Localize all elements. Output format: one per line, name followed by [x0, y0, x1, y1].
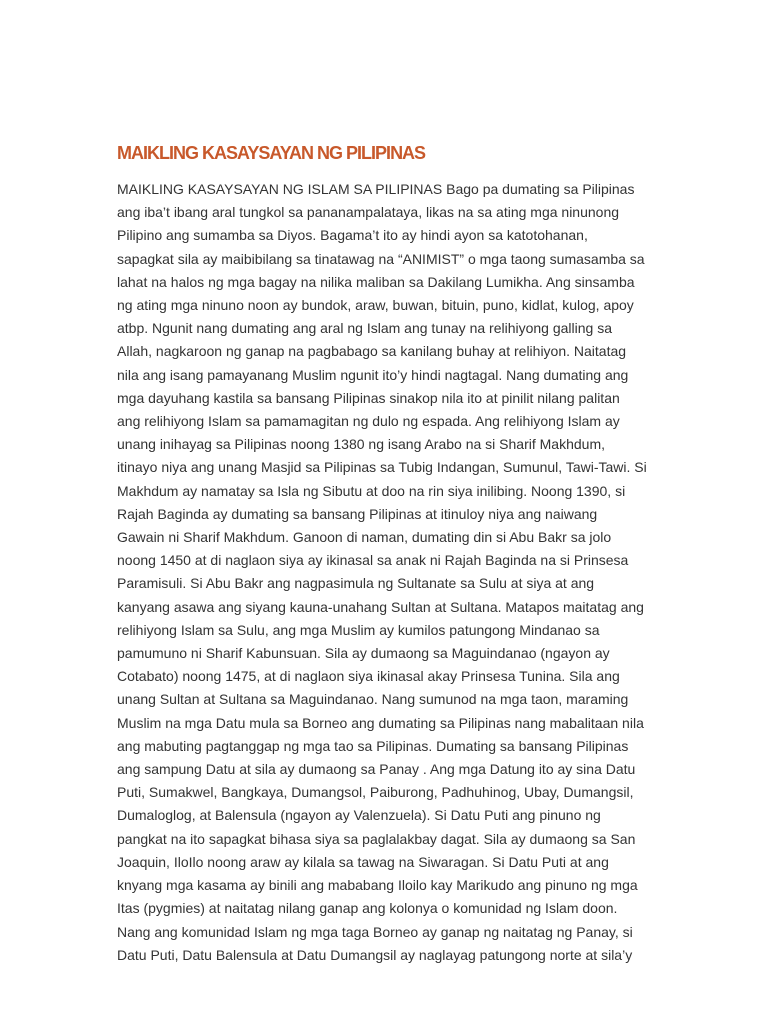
body-line: kanyang asawa ang siyang kauna-unahang Sultan at Sultana. Matapos maitatag ang — [117, 598, 644, 615]
body-line: lahat na halos ng mga bagay na nilika maliban sa Dakilang Lumikha. Ang sinsamba — [117, 273, 635, 290]
body-line: Itas (pygmies) at naitatag nilang ganap ang kolonya o komunidad ng Islam doon. — [117, 900, 618, 917]
body-line: Rajah Baginda ay dumating sa bansang Pilipinas at itinuloy niya ang naiwang — [117, 505, 598, 522]
body-line: Pilipino ang sumamba sa Diyos. Bagama’t ito ay hindi ayon sa katotohanan, — [117, 227, 588, 244]
body-line: pangkat na ito sapagkat bihasa siya sa paglalakbay dagat. Sila ay dumaong sa San — [117, 830, 636, 847]
body-line: Gawain ni Sharif Makhdum. Ganoon di naman, dumating din si Abu Bakr sa jolo — [117, 529, 612, 546]
body-line: knyang mga kasama ay binili ang mababang Iloilo kay Marikudo ang pinuno ng mga — [117, 877, 638, 894]
body-line: Puti, Sumakwel, Bangkaya, Dumangsol, Paiburong, Padhuhinog, Ubay, Dumangsil, — [117, 784, 634, 801]
body-line: mga dayuhang kastila sa bansang Pilipinas sinakop nila ito at pinilit nilang palitan — [117, 389, 620, 406]
body-line: ang relihiyong Islam sa pamamagitan ng dulo ng espada. Ang relihiyong Islam ay — [117, 413, 620, 430]
body-line: Makhdum ay namatay sa Isla ng Sibutu at doo na rin siya inilibing. Noong 1390, si — [117, 482, 626, 499]
body-line: MAIKLING KASAYSAYAN NG ISLAM SA PILIPINAS Bago pa dumating sa Pilipinas — [117, 181, 635, 197]
body-line: Cotabato) noong 1475, at di naglaon siya ikinasal akay Prinsesa Tunina. Sila ang — [117, 668, 620, 685]
body-line: ang sampung Datu at sila ay dumaong sa Panay . Ang mga Datung ito ay sina Datu — [117, 761, 636, 778]
body-line: ng ating mga ninuno noon ay bundok, araw, buwan, bituin, puno, kidlat, kulog, apoy — [117, 297, 634, 314]
document-body — [117, 178, 657, 967]
body-line: pamumuno ni Sharif Kabunsuan. Sila ay dumaong sa Maguindanao (ngayon ay — [117, 645, 610, 662]
body-line: Nang ang komunidad Islam ng mga taga Borneo ay ganap ng naitatag ng Panay, si — [117, 923, 633, 940]
body-line: noong 1450 at di naglaon siya ay ikinasal sa anak ni Rajah Baginda na si Prinsesa — [117, 552, 629, 569]
body-line: itinayo niya ang unang Masjid sa Pilipinas sa Tubig Indangan, Sumunul, Tawi-Tawi. Si — [117, 459, 647, 476]
body-line: Joaquin, IloIlo noong araw ay kilala sa tawag na Siwaragan. Si Datu Puti at ang — [117, 853, 609, 870]
body-line: ang iba’t ibang aral tungkol sa pananampalataya, likas na sa ating mga ninunong — [117, 204, 620, 221]
body-line: Muslim na mga Datu mula sa Borneo ang dumating sa Pilipinas nang mabalitaan nila — [117, 714, 644, 731]
body-line: ang mabuting pagtanggap ng mga tao sa Pilipinas. Dumating sa bansang Pilipinas — [117, 737, 629, 754]
body-line: relihiyong Islam sa Sulu, ang mga Muslim ay kumilos patungong Mindanao sa — [117, 621, 600, 638]
body-line: Datu Puti, Datu Balensula at Datu Dumangsil ay naglayag patungong norte at sila’y — [117, 946, 633, 963]
document-title: MAIKLING KASAYSAYAN NG PILIPINAS — [117, 143, 426, 163]
body-line: Allah, nagkaroon ng ganap na pagbabago sa kanilang buhay at relihiyon. Naitatag — [117, 343, 627, 360]
body-line: Dumaloglog, at Balensula (ngayon ay Valenzuela). Si Datu Puti ang pinuno ng — [117, 807, 601, 824]
body-line: Paramisuli. Si Abu Bakr ang nagpasimula ng Sultanate sa Sulu at siya at ang — [117, 575, 595, 592]
body-line: nila ang isang pamayanang Muslim ngunit ito’y hindi nagtagal. Nang dumating ang — [117, 366, 629, 383]
body-line: sapagkat sila ay maibibilang sa tinatawag na “ANIMIST” o mga taong sumasamba sa — [117, 250, 645, 267]
body-line: unang Sultan at Sultana sa Maguindanao. Nang sumunod na mga taon, maraming — [117, 691, 629, 708]
body-line: unang inihayag sa Pilipinas noong 1380 ng isang Arabo na si Sharif Makhdum, — [117, 436, 605, 453]
body-line: atbp. Ngunit nang dumating ang aral ng Islam ang tunay na relihiyong galling sa — [117, 320, 612, 337]
